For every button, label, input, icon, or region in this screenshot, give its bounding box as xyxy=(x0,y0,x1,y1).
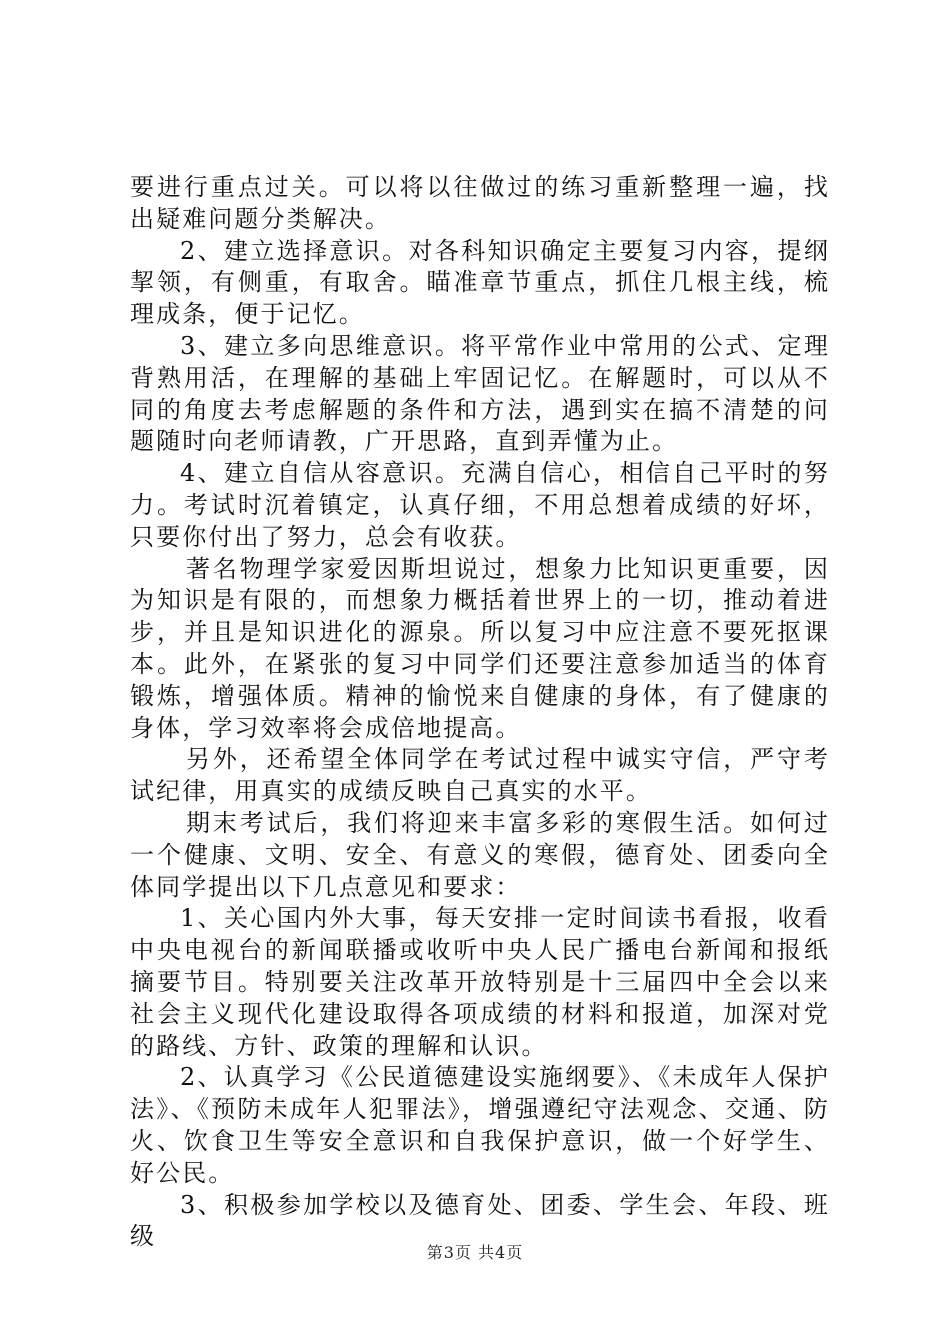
paragraph-continuation: 要进行重点过关。可以将以往做过的练习重新整理一遍，找出疑难问题分类解决。 xyxy=(130,173,830,233)
paragraph-item-4: 4、建立自信从容意识。充满自信心，相信自己平时的努力。考试时沉着镇定，认真仔细，不用总想着成绩的好坏，只要你付出了努力，总会有收获。 xyxy=(130,459,830,551)
paragraph-winter-break: 期末考试后，我们将迎来丰富多彩的寒假生活。如何过一个健康、文明、安全、有意义的寒假，德育处、团委向全体同学提出以下几点意见和要求： xyxy=(130,808,830,901)
paragraph-item-3: 3、建立多向思维意识。将平常作业中常用的公式、定理背熟用活，在理解的基础上牢固记忆。在解题时，可以从不同的角度去考虑解题的条件和方法，遇到实在搞不清楚的问题随时向老师请教，广开思路，直到弄懂为止。 xyxy=(130,331,830,456)
paragraph-einstein: 著名物理学家爱因斯坦说过，想象力比知识更重要，因为知识是有限的，而想象力概括着世界上的一切，推动着进步，并且是知识进化的源泉。所以复习中应注意不要死抠课本。此外，在紧张的复习中同学们还要注意参加适当的体育锻炼，增强体质。精神的愉悦来自健康的身体，有了健康的身体，学习效率将会成倍地提高。 xyxy=(130,554,830,742)
paragraph-request-3: 3、积极参加学校以及德育处、团委、学生会、年段、班级 xyxy=(130,1190,830,1251)
paragraph-item-2: 2、建立选择意识。对各科知识确定主要复习内容，提纲挈领，有侧重，有取舍。瞄准章节重点，抓住几根主线，梳理成条，便于记忆。 xyxy=(130,236,830,329)
paragraph-honesty: 另外，还希望全体同学在考试过程中诚实守信，严守考试纪律，用真实的成绩反映自己真实的水平。 xyxy=(130,745,830,806)
page-number-footer: 第3页 共4页 xyxy=(426,1243,524,1262)
document-body xyxy=(130,172,830,1253)
paragraph-request-2: 2、认真学习《公民道德建设实施纲要》、《未成年人保护法》、《预防未成年人犯罪法》，增强遵纪守法观念、交通、防火、饮食卫生等安全意识和自我保护意识，做一个好学生、好公民。 xyxy=(130,1063,830,1187)
paragraph-request-1: 1、关心国内外大事，每天安排一定时间读书看报，收看中央电视台的新闻联播或收听中央人民广播电台新闻和报纸摘要节目。特别要关注改革开放特别是十三届四中全会以来社会主义现代化建设取得各项成绩的材料和报道，加深对党的路线、方针、政策的理解和认识。 xyxy=(130,904,830,1060)
